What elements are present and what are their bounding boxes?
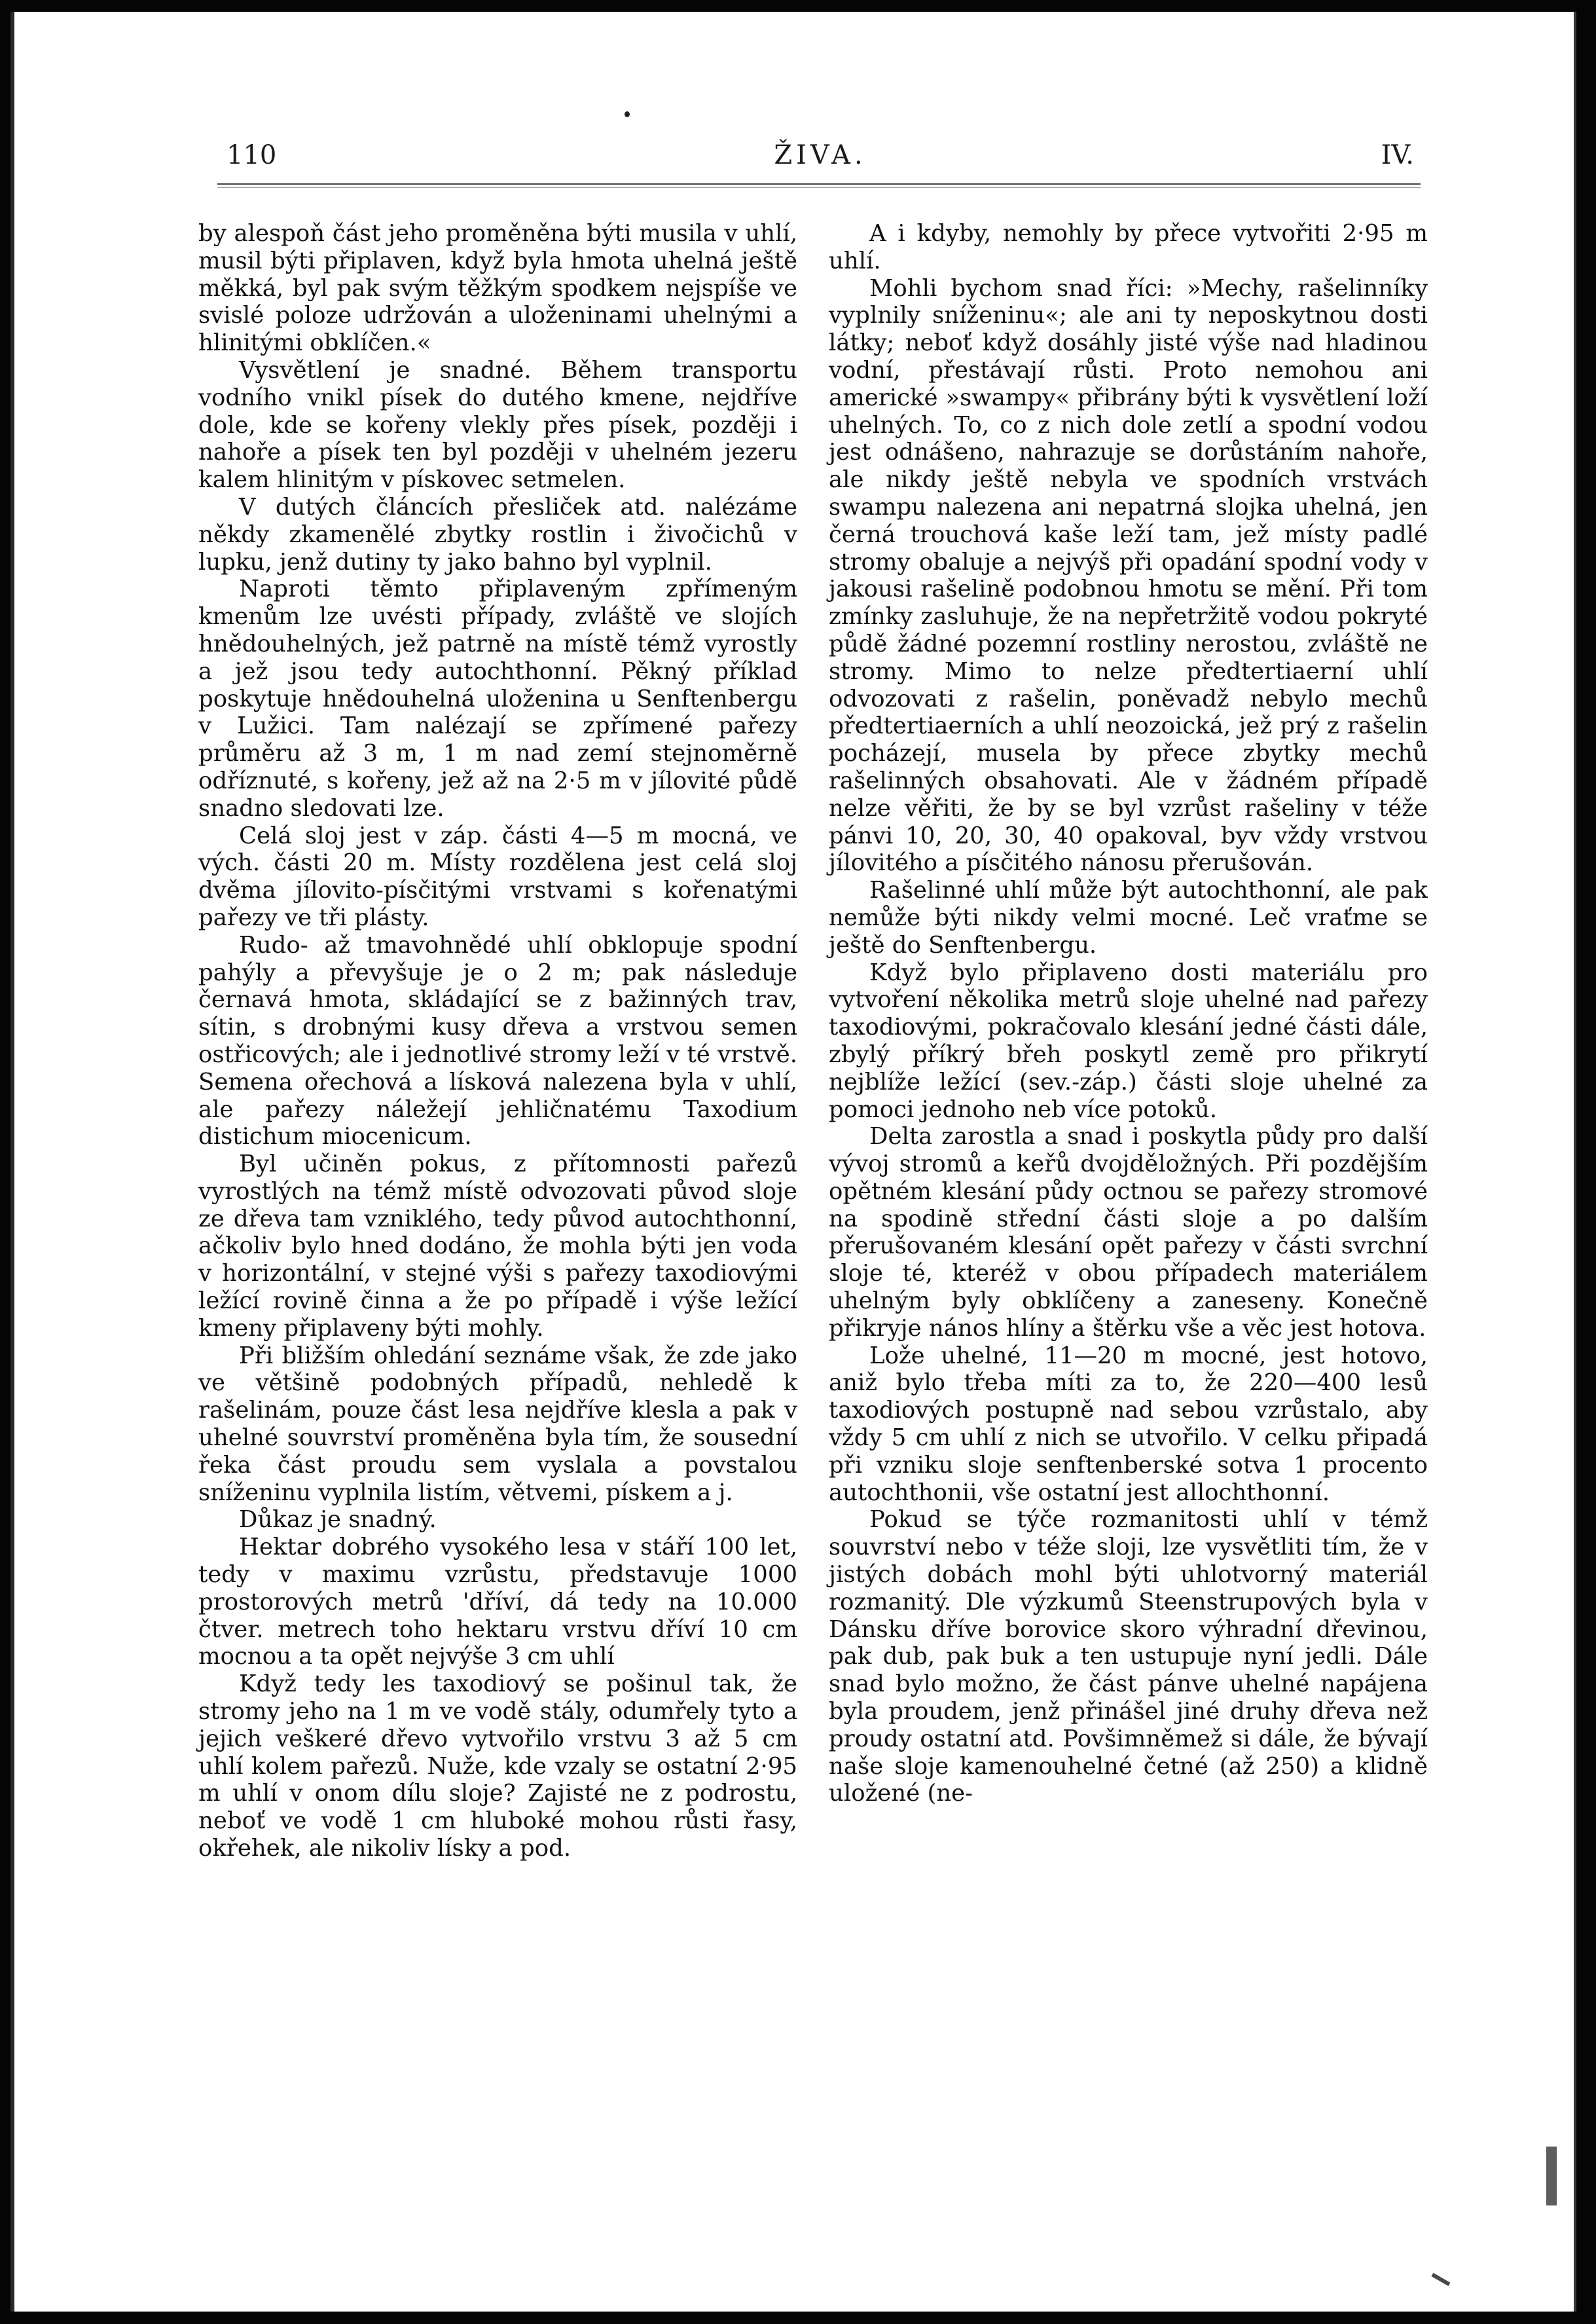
paragraph: Když tedy les taxodiový se pošinul tak, že stromy jeho na 1 m ve vodě stály, odumřely tyto a jejich veškeré dřevo vytvořilo vrstvu 3 až 5 cm uhlí kolem pařezů. Nuže, kde vzaly se ostatní 2·95 m uhlí v onom dílu sloje? Zajisté ne z podrostu, neboť ve vodě 1 cm hluboké mohou růsti řasy, okřehek, ale nikoliv lísky a pod. [198, 1670, 797, 1862]
journal-title: ŽIVA. [774, 140, 867, 170]
paragraph: Celá sloj jest v záp. části 4—5 m mocná, ve vých. části 20 m. Místy rozdělena jest celá sloj dvěma jílovito-písčitými vrstvami s kořenatými pařezy ve tři plásty. [198, 822, 797, 931]
paragraph: Naproti těmto připlaveným zpřímeným kmenům lze uvésti případy, zvláště ve slojích hnědouhelných, jež patrně na místě témž vyrostly a jež jsou tedy autochthonní. Pěkný příklad poskytuje hnědouhelná uloženina u Senftenbergu v Lužici. Tam nalézají se zpřímené pařezy průměru až 3 m, 1 m nad zemí stejnoměrně odříznuté, s kořeny, jež až na 2·5 m v jílovité půdě snadno sledovati lze. [198, 576, 797, 822]
paragraph: Mohli bychom snad říci: »Mechy, rašelinníky vyplnily sníženinu«; ale ani ty neposkytnou dosti látky; neboť když dosáhly jisté výše nad hladinou vodní, přestávají růsti. Proto nemohou ani americké »swampy« přibrány býti k vysvětlení loží uhelných. To, co z nich dole zetlí a spodní vodou jest odnášeno, nahrazuje se dorůstáním nahoře, ale nikdy ještě nebyla ve spodních vrstvách swampu nalezena ani nepatrná slojka uhelná, jen černá trouchová kaše leží tam, jež místy padlé stromy obaluje a nejvýš při opadání spodní vody v jakousi rašelině podobnou hmotu se mění. Při tom zmínky zasluhuje, že na nepřetržitě vodou pokryté půdě žádné pozemní rostliny nerostou, zvláště ne stromy. Mimo to nelze předtertiaerní uhlí odvozovati z rašelin, poněvadž nebylo mechů předtertiaerních a uhlí neozoická, jež prý z rašelin pocházejí, musela by přece zbytky mechů rašelinných obsahovati. Ale v žádném případě nelze věřiti, že by se byl vzrůst rašeliny v téže pánvi 10, 20, 30, 40 opakoval, byv vždy vrstvou jílovitého a písčitého nánosu přerušován. [829, 274, 1428, 877]
header-rule-thin [217, 187, 1421, 188]
paragraph: Rašelinné uhlí může být autochthonní, ale pak nemůže býti nikdy velmi mocné. Leč vraťme se ještě do Senftenbergu. [829, 877, 1428, 959]
right-column [829, 220, 1428, 1807]
paragraph: Byl učiněn pokus, z přítomnosti pařezů vyrostlých na témž místě odvozovati původ sloje ze dřeva tam vzniklého, tedy původ autochthonní, ačkoliv bylo hned dodáno, že mohla býti jen voda v horizontální, v stejné výši s pařezy taxodiovými ležící rovině činna a že po případě i výše ležící kmeny připlaveny býti mohly. [198, 1151, 797, 1342]
left-column [198, 220, 797, 1862]
header-rule [217, 183, 1421, 185]
paragraph: Důkaz je snadný. [239, 1506, 437, 1534]
page-number: 110 [227, 140, 277, 170]
paragraph: Delta zarostla a snad i poskytla půdy pro další vývoj stromů a keřů dvojděložných. Při pozdějším opětném klesání půdy octnou se pařezy stromové na spodině střední části sloje a po dalším přerušovaném klesání opět pařezy v části svrchní sloje té, kteréž v obou případech materiálem uhelným byly obklíčeny a zaneseny. Konečně přikryje nános hlíny a štěrku vše a věc jest hotova. [829, 1123, 1428, 1342]
paragraph: Hektar dobrého vysokého lesa v stáří 100 let, tedy v maximu vzrůstu, představuje 1000 prostorových metrů 'dříví, dá tedy na 10.000 čtver. metrech toho hektaru vrstvu dříví 10 cm mocnou a ta opět nejvýše 3 cm uhlí [198, 1534, 797, 1670]
scan-edge-right [1574, 12, 1576, 2312]
scan-edge-left [10, 12, 14, 2312]
paragraph: Pokud se týče rozmanitosti uhlí v témž souvrství nebo v téže sloji, lze vysvětliti tím, že v jistých dobách mohl býti uhlotvorný materiál rozmanitý. Dle výzkumů Steenstrupových byla v Dánsku dříve borovice skoro výhradní dřevinou, pak dub, pak buk a ten ustupuje nyní jedli. Dále snad bylo možno, že část pánve uhelné napájena byla proudem, jenž přinášel jiné druhy dřeva než proudy ostatní atd. Povšimněmež si dále, že bývají naše sloje kamenouhelné četné (až 250) a klidně uložené (ne- [829, 1506, 1428, 1807]
paragraph: V dutých článcích přesliček atd. nalézáme někdy zkamenělé zbytky rostlin i živočichů v lupku, jenž dutiny ty jako bahno byl vyplnil. [198, 493, 797, 576]
running-header [227, 140, 1414, 179]
paragraph: Lože uhelné, 11—20 m mocné, jest hotovo, aniž bylo třeba míti za to, že 220—400 lesů taxodiových postupně nad sebou vzrůstalo, aby vždy 5 cm uhlí z nich se utvořilo. V celku připadá při vzniku sloje senftenberské sotva 1 procento autochthonii, vše ostatní jest allochthonní. [829, 1342, 1428, 1506]
paragraph: Rudo- až tmavohnědé uhlí obklopuje spodní pahýly a převyšuje je o 2 m; pak následuje černavá hmota, skládající se z bažinných trav, sítin, s drobnými kusy dřeva a vrstvou semen ostřicových; ale i jednotlivé stromy leží v té vrstvě. Semena ořechová a lísková nalezena byla v uhlí, ale pařezy náležejí jehličnatému Taxodium distichum miocenicum. [198, 931, 797, 1151]
scan-mark [1546, 2147, 1557, 2205]
paragraph: A i kdyby, nemohly by přece vytvořiti 2·95 m uhlí. [829, 220, 1428, 274]
paragraph: Když bylo připlaveno dosti materiálu pro vytvoření několika metrů sloje uhelné nad pařezy taxodiovými, pokračovalo klesání jedné části dále, zbylý příkrý břeh poskytl země pro přikrytí nejblíže ležící (sev.-záp.) části sloje uhelné za pomoci jednoho neb více potoků. [829, 959, 1428, 1123]
scan-speck [625, 111, 630, 117]
paragraph: Vysvětlení je snadné. Během transportu vodního vnikl písek do dutého kmene, nejdříve dole, kde se kořeny vlekly přes písek, později i nahoře a písek ten byl později v uhelném jezeru kalem hlinitým v pískovec setmelen. [198, 356, 797, 494]
scan-mark [1432, 2273, 1451, 2286]
paragraph: Při bližším ohledání seznáme však, že zde jako ve většině podobných případů, nehledě k rašelinám, pouze část lesa nejdříve klesla a pak v uhelné souvrství proměněna byla tím, že sousední řeka část proudu sem vyslala a povstalou sníženinu vyplnila listím, větvemi, pískem a j. [198, 1342, 797, 1506]
scanned-page [10, 12, 1576, 2312]
paragraph: by alespoň část jeho proměněna býti musila v uhlí, musil býti připlaven, když byla hmota uhelná ještě měkká, byl pak svým těžkým spodkem nejspíše ve svislé poloze udržován a uloženinami uhelnými a hlinitými obklíčen.« [198, 220, 797, 357]
volume-number: IV. [1381, 140, 1414, 170]
